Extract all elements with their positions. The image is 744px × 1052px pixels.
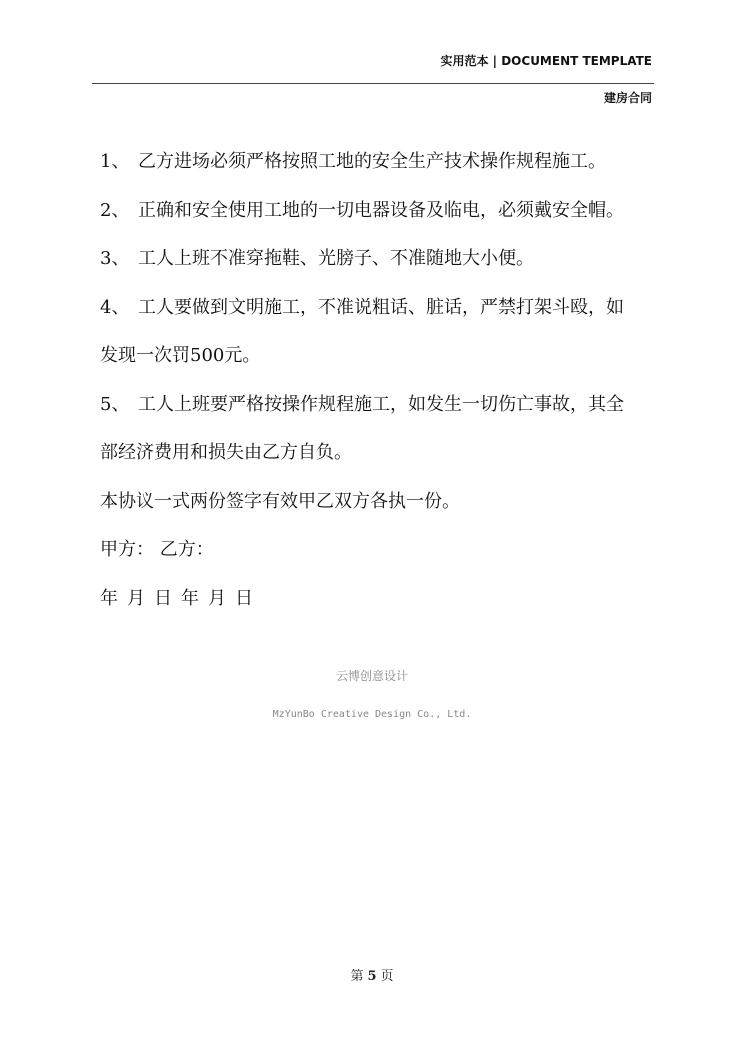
clause-number: 4、: [100, 296, 130, 318]
clause-5: [100, 381, 660, 430]
page-suffix: 页: [380, 969, 394, 984]
agreement-statement: 本协议一式两份签字有效甲乙双方各执一份。: [100, 490, 460, 512]
clause-text: 正确和安全使用工地的一切电器设备及临电，必须戴安全帽。: [138, 199, 624, 221]
signature-dates: 年月日年月日: [100, 587, 262, 609]
header-divider: [92, 83, 654, 84]
company-name-cn: 云博创意设计: [335, 669, 408, 683]
clause-5-continuation: 部经济费用和损失由乙方自负。: [100, 442, 352, 463]
header-subtitle: 建房合同: [603, 91, 652, 105]
clause-text: 工人上班要严格按操作规程施工，如发生一切伤亡事故，其全: [138, 393, 624, 415]
clause-4-continuation: 发现一次罚500元。: [100, 345, 261, 366]
clause-1: [100, 138, 660, 187]
document-body: [100, 138, 660, 623]
page-number-value: 5: [367, 969, 377, 984]
clause-text: 工人上班不准穿拖鞋、光膀子、不准随地大小便。: [138, 248, 534, 269]
clause-text: 乙方进场必须严格按照工地的安全生产技术操作规程施工。: [138, 151, 606, 172]
clause-4: [100, 284, 660, 333]
clause-number: 1、: [100, 151, 130, 172]
clause-number: 3、: [100, 248, 130, 269]
page-number: [0, 965, 744, 984]
company-name-en: MzYunBo Creative Design Co., Ltd.: [272, 709, 472, 720]
clause-3: [100, 235, 660, 284]
clause-text: 工人要做到文明施工，不准说粗话、脏话，严禁打架斗殴，如: [138, 296, 624, 318]
clause-number: 5、: [100, 393, 130, 415]
clause-2: [100, 187, 660, 236]
signature-parties: 甲方： 乙方：: [100, 539, 214, 560]
header-title: 实用范本 | DOCUMENT TEMPLATE: [440, 54, 652, 68]
page-prefix: 第: [350, 969, 364, 984]
clause-number: 2、: [100, 199, 130, 221]
